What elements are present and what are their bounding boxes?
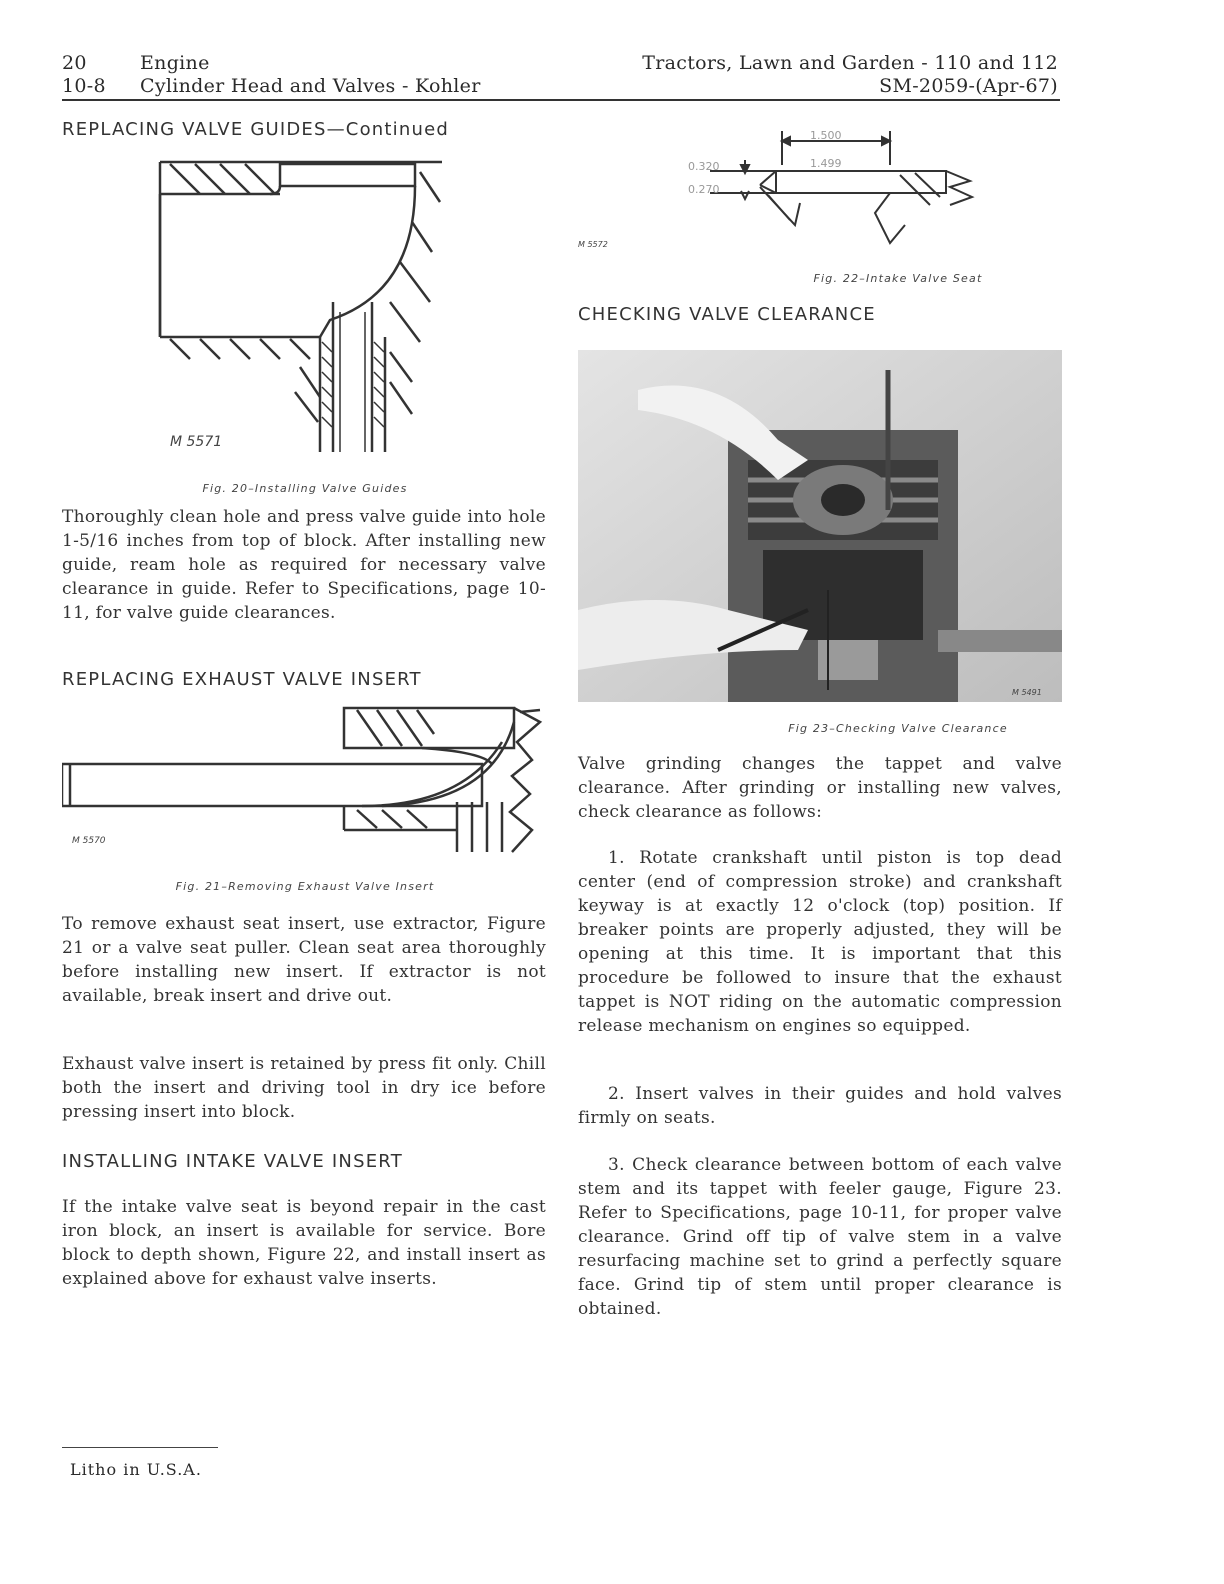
- step-1: 1. Rotate crankshaft until piston is top dead center (end of compression stroke) and crankshaft keyway is at exactly 12 o'clock (top) position. If breaker points are properly adjusted, they will be opening at this time. It is important that this procedure be followed to insure that the exhaust tappet is NOT riding on the automatic compression release mechanism on engines so equipped.: [578, 848, 1062, 1036]
- para-valve-guide: Thoroughly clean hole and press valve guide into hole 1-5/16 inches from top of block. After installing new guide, ream hole as required for necessary valve clearance in guide. Refer to Specifications, page 10-11, for valve guide clearances.: [62, 507, 546, 623]
- fig22-dim-top-2: 1.499: [810, 157, 842, 170]
- fig21-tag: M 5570: [72, 836, 106, 846]
- footer-litho: Litho in U.S.A.: [70, 1460, 202, 1479]
- fig22-intake-seat-drawing: [650, 125, 980, 255]
- heading-replacing-valve-guides: REPLACING VALVE GUIDES—Continued: [62, 119, 449, 140]
- fig23-caption: Fig 23–Checking Valve Clearance: [788, 722, 1008, 735]
- fig20-caption: Fig. 20–Installing Valve Guides: [202, 482, 408, 495]
- page-number: 20: [62, 52, 87, 74]
- para-valve-grinding: Valve grinding changes the tappet and valve clearance. After grinding or installing new valves, check clearance as follows:: [578, 754, 1062, 822]
- step-3: 3. Check clearance between bottom of each valve stem and its tappet with feeler gauge, Figure 23. Refer to Specifications, page 10-11, for proper valve clearance. Grind off tip of valve stem in a valve resurfacing machine set to grind a perfectly square face. Grind tip of stem until proper clearance is obtained.: [578, 1155, 1062, 1319]
- footer-rule: [62, 1447, 218, 1448]
- fig23-engine-photo: [578, 350, 1062, 702]
- fig22-tag: M 5572: [578, 240, 608, 249]
- heading-checking-clearance: CHECKING VALVE CLEARANCE: [578, 304, 876, 325]
- section-number: 10-8: [62, 75, 106, 97]
- header-rule: [62, 99, 1060, 101]
- subsection-title: Cylinder Head and Valves - Kohler: [140, 75, 481, 97]
- heading-exhaust-insert: REPLACING EXHAUST VALVE INSERT: [62, 669, 422, 690]
- fig22-dim-left-1: 0.320: [688, 160, 720, 173]
- fig22-caption: Fig. 22–Intake Valve Seat: [813, 272, 983, 285]
- fig20-tag: M 5571: [170, 434, 223, 450]
- step-2: 2. Insert valves in their guides and hold valves firmly on seats.: [578, 1084, 1062, 1128]
- fig21-caption: Fig. 21–Removing Exhaust Valve Insert: [175, 880, 435, 893]
- section-title: Engine: [140, 52, 210, 74]
- fig23-tag: M 5491: [1012, 688, 1042, 697]
- manual-code: SM-2059-(Apr-67): [879, 75, 1058, 97]
- fig22-dim-left-2: 0.270: [688, 183, 720, 196]
- fig20-valve-guide-drawing: [150, 152, 450, 462]
- para-intake-insert: If the intake valve seat is beyond repair in the cast iron block, an insert is available for service. Bore block to depth shown, Figure 22, and install insert as explained above for exhaust valve inserts.: [62, 1197, 546, 1289]
- heading-intake-insert: INSTALLING INTAKE VALVE INSERT: [62, 1151, 403, 1172]
- para-remove-insert: To remove exhaust seat insert, use extractor, Figure 21 or a valve seat puller. Clean seat area thoroughly before installing new insert. If extractor is not available, break insert and drive out.: [62, 914, 546, 1006]
- fig21-exhaust-insert-drawing: [62, 702, 548, 862]
- para-press-fit: Exhaust valve insert is retained by press fit only. Chill both the insert and driving tool in dry ice before pressing insert into block.: [62, 1054, 546, 1122]
- manual-title: Tractors, Lawn and Garden - 110 and 112: [642, 52, 1058, 74]
- fig22-dim-top-1: 1.500: [810, 129, 842, 142]
